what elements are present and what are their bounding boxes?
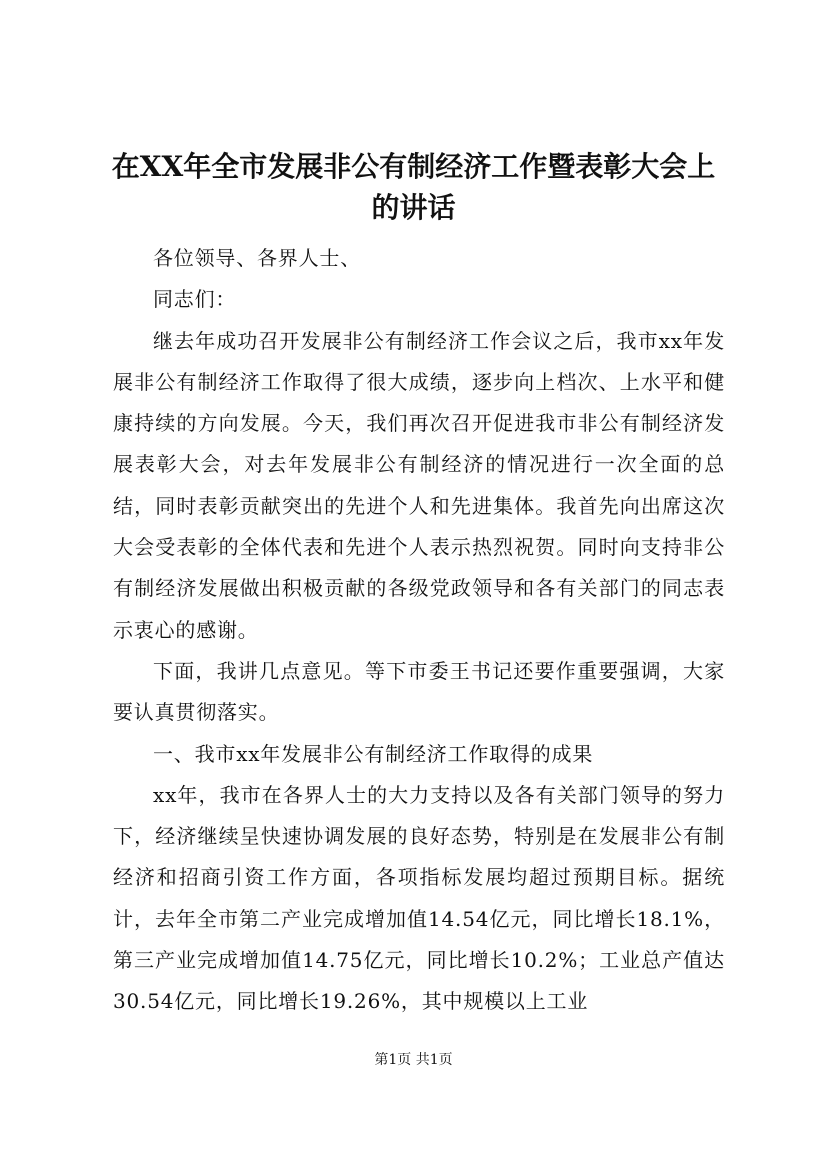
document-body <box>113 238 725 1023</box>
body-paragraph: 下面，我讲几点意见。等下市委王书记还要作重要强调，大家要认真贯彻落实。 <box>113 658 725 725</box>
document-title: 在XX年全市发展非公有制经济工作暨表彰大会上的讲话 <box>111 150 716 224</box>
salutation-leaders: 各位领导、各界人士、 <box>153 246 361 270</box>
page-number-footer: 第1页 共1页 <box>374 1052 453 1068</box>
section-heading: 一、我市xx年发展非公有制经济工作取得的成果 <box>153 741 594 766</box>
body-paragraph: xx年，我市在各界人士的大力支持以及各有关部门领导的努力下，经济继续呈快速协调发展的良好态势，特别是在发展非公有制经济和招商引资工作方面，各项指标发展均超过预期目标。据统计，去年全市第二产业完成增加值14.54亿元，同比增长18.1%，第三产业完成增加值14.75亿元，同比增长10.2%；工业总产值达30.54亿元，同比增长19.26%，其中规模以上工业 <box>113 782 725 1014</box>
body-paragraph: 继去年成功召开发展非公有制经济工作会议之后，我市xx年发展非公有制经济工作取得了很大成绩，逐步向上档次、上水平和健康持续的方向发展。今天，我们再次召开促进我市非公有制经济发展表彰大会，对去年发展非公有制经济的情况进行一次全面的总结，同时表彰贡献突出的先进个人和先进集体。我首先向出席这次大会受表彰的全体代表和先进个人表示热烈祝贺。同时向支持非公有制经济发展做出积极贡献的各级党政领导和各有关部门的同志表示衷心的感谢。 <box>113 328 725 642</box>
salutation-comrades: 同志们： <box>153 287 237 312</box>
